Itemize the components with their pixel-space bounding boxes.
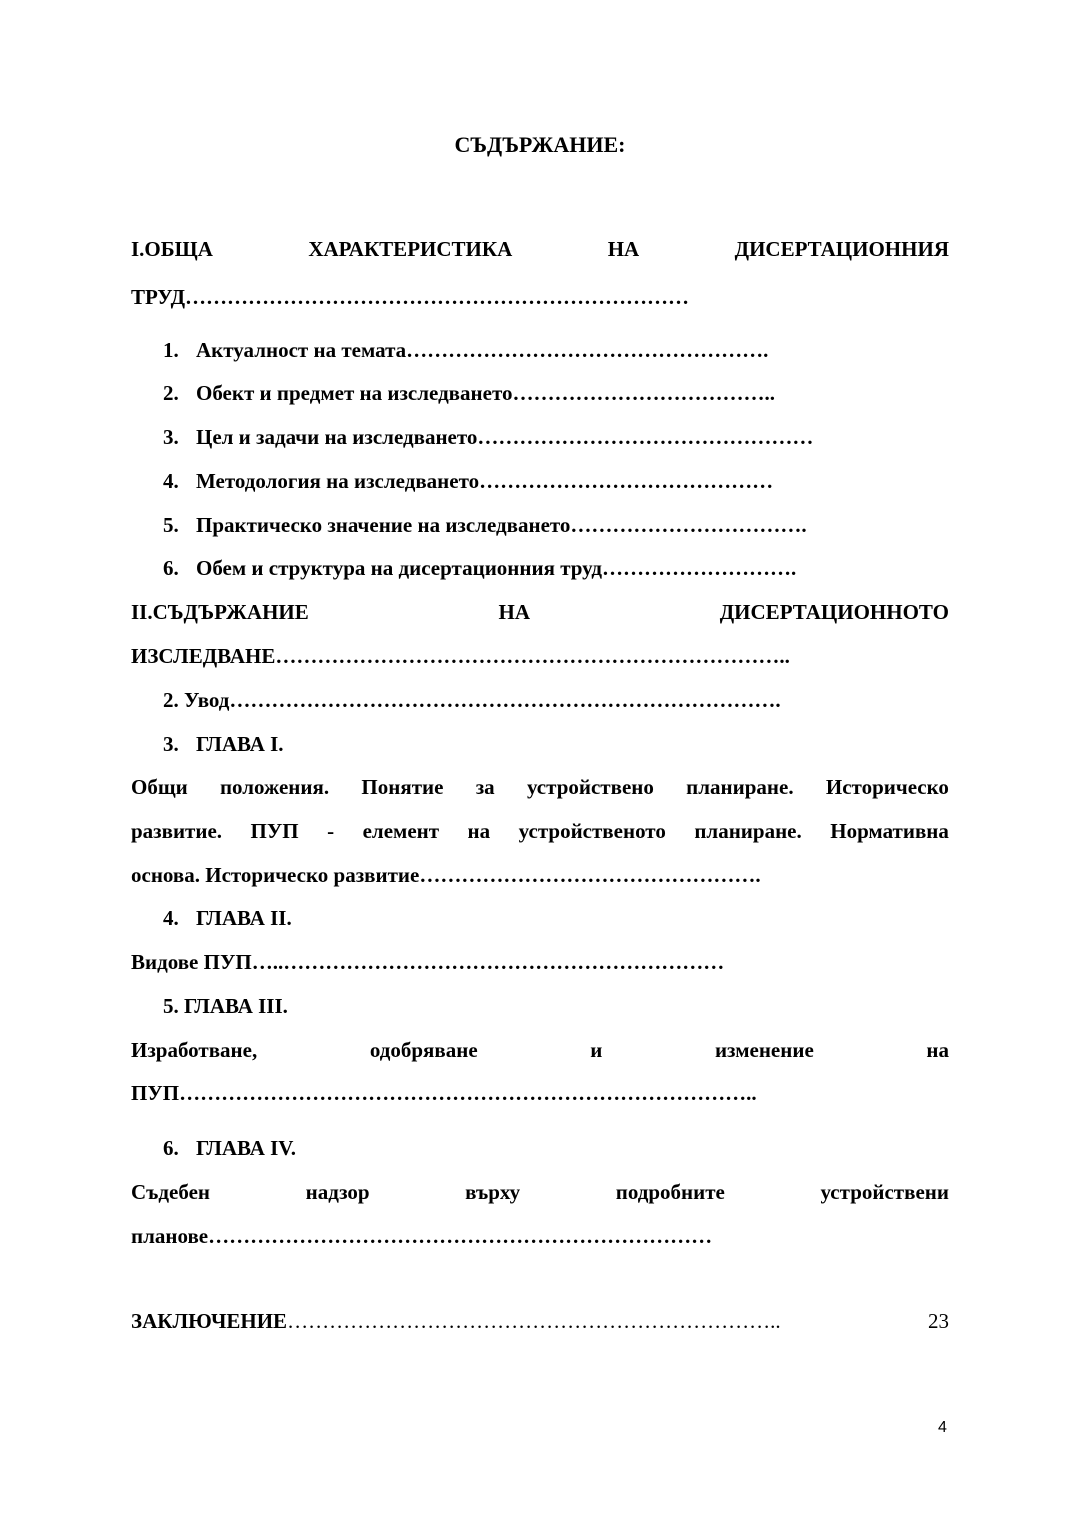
toc-item-number: 1. [163,338,179,362]
toc-item-text: Цел и задачи на изследването………………………………………… [196,425,814,449]
word: - [327,819,335,843]
word: за [475,775,495,799]
toc-item [163,553,796,583]
word: развитие. [131,819,223,843]
chapter-label: ГЛАВА І. [196,732,284,756]
toc-item-text: Актуалност на темата……………………………………………. [196,338,769,362]
toc-item-number: 2. [163,381,179,405]
chapter-heading [163,903,292,933]
word: на [467,819,491,843]
chapter-title-line: ПУП……………………………………………………………………….. [131,1081,757,1105]
toc-intro: 2. Увод……………………………………………………………………. [163,688,781,712]
page-number: 4 [938,1419,947,1436]
toc-item-number: 4. [163,469,179,493]
toc-item [163,335,768,365]
heading-word: І.ОБЩА [131,237,213,261]
chapter-title-line [131,772,949,802]
heading-word: ДИСЕРТАЦИОННИЯ [734,237,949,261]
word: Историческо [825,775,949,799]
section-1-heading [131,234,949,264]
word: устройствени [820,1180,949,1204]
word: и [590,1038,603,1062]
chapter-title-line: основа. Историческо развитие…………………………………………. [131,863,761,887]
conclusion-label: ЗАКЛЮЧЕНИЕ [131,1309,288,1333]
word: положения. [219,775,330,799]
word: устройствено [526,775,654,799]
conclusion-entry [131,1306,781,1336]
word: Общи [131,775,188,799]
chapter-heading [163,1133,296,1163]
chapter-label: ГЛАВА ІІ. [196,906,292,930]
section-1-heading-cont: ТРУД……………………………………………………………… [131,285,690,309]
chapter-number: 6. [163,1136,179,1160]
heading-word: НА [498,600,530,624]
word: върху [465,1180,521,1204]
chapter-title-line [131,1177,949,1207]
conclusion-dots: …………………………………………………………….. [287,1309,781,1333]
word: надзор [305,1180,370,1204]
toc-item-text: Методология на изследването…………………………………… [196,469,774,493]
chapter-title-line: Видове ПУП…..……………………………………………………… [131,950,725,974]
section-2-heading-cont: ИЗСЛЕДВАНЕ……………………………………………………………….. [131,644,790,668]
word: Съдебен [131,1180,210,1204]
word: планиране. [694,819,802,843]
word: ПУП [250,819,299,843]
toc-item-number: 6. [163,556,179,580]
toc-item-number: 5. [163,513,179,537]
toc-item [163,422,813,452]
toc-item [163,378,775,408]
page-title: СЪДЪРЖАНИЕ: [454,132,626,157]
chapter-title-line [131,816,949,846]
word: изменение [714,1038,814,1062]
word: устройственото [518,819,666,843]
toc-item-text: Практическо значение на изследването……………………………. [196,513,807,537]
word: подробните [615,1180,725,1204]
chapter-title-line: планове……………………………………………………………… [131,1224,713,1248]
chapter-number: 3. [163,732,179,756]
heading-word: НА [607,237,640,261]
toc-item-text: Обект и предмет на изследването……………………………….. [196,381,775,405]
word: на [926,1038,949,1062]
chapter-title-line [131,1035,949,1065]
heading-word: ДИСЕРТАЦИОННОТО [719,600,949,624]
heading-word: ХАРАКТЕРИСТИКА [308,237,513,261]
word: Изработване, [131,1038,258,1062]
word: одобряване [369,1038,478,1062]
chapter-number: 4. [163,906,179,930]
heading-word: ІІ.СЪДЪРЖАНИЕ [131,600,309,624]
word: Нормативна [830,819,949,843]
chapter-heading [163,729,284,759]
chapter-label: ГЛАВА ІV. [196,1136,296,1160]
toc-item-text: Обем и структура на дисертационния труд………………………. [196,556,797,580]
toc-item [163,466,773,496]
word: планиране. [686,775,794,799]
toc-item-number: 3. [163,425,179,449]
section-2-heading [131,597,949,627]
word: Понятие [361,775,444,799]
toc-conclusion [131,1306,949,1336]
toc-item [163,510,807,540]
chapter-heading: 5. ГЛАВА ІІІ. [163,994,288,1018]
conclusion-page: 23 [928,1309,949,1333]
word: елемент [362,819,440,843]
